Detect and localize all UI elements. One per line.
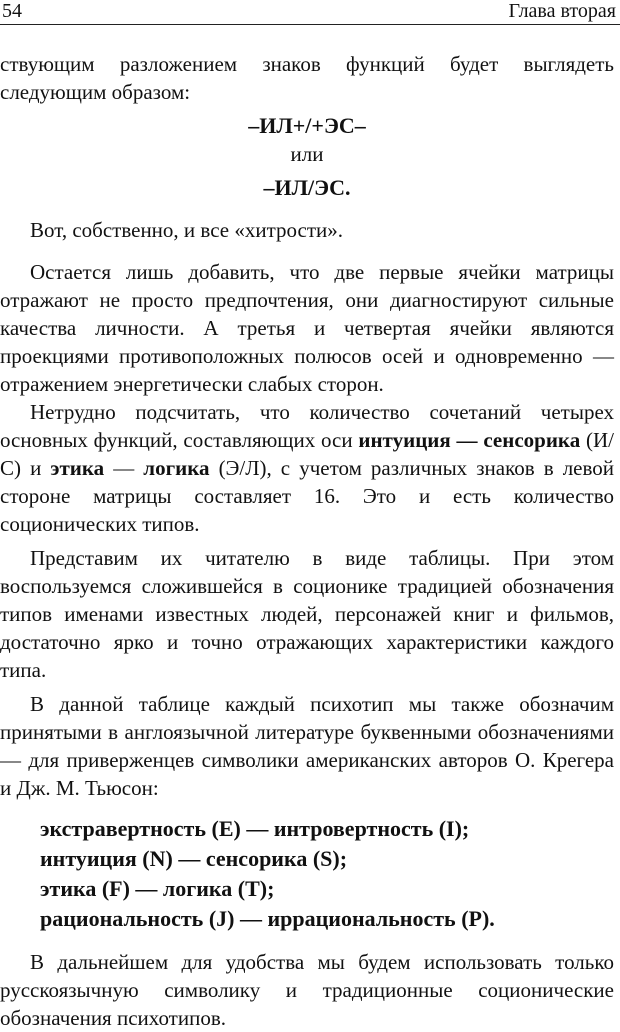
paragraph-english-notation: В данной таблице каждый психотип мы также обозначим принятыми в англоязычной литературе буквенными обозначениями — для приверженцев символики американских авторов О. Крегера и Дж. М. Тьюсон: [0, 692, 614, 800]
count-bold-ethics: этика [50, 456, 105, 480]
count-bold-intuition-sensing: интуиция — сенсорика [358, 428, 581, 452]
count-text-3: — [104, 456, 144, 480]
page-number: 54 [2, 0, 22, 22]
paragraph-continuation: ствующим разложением знаков функций будет выглядеть следующим образом: [0, 52, 614, 104]
page-body [0, 50, 614, 1032]
paragraph-conclusion: В дальнейшем для удобства мы будем использовать только русскоязычную символику и традиционные соционические обозначения психотипов. [0, 950, 614, 1030]
formula-full: –ИЛ+/+ЭС– [248, 113, 366, 138]
formula-or: или [290, 142, 324, 166]
paragraph-tricks: Вот, собственно, и все «хитрости». [30, 218, 344, 242]
paragraph-count [0, 398, 614, 538]
count-text-4: (Э/Л), с учетом различных знаков в левой стороне матрицы составляет 16. Это и есть количество соционических типов. [0, 456, 615, 536]
paragraph-cells: Остается лишь добавить, что две первые ячейки матрицы отражают не просто предпочтения, они диагностируют сильные качества личности. А третья и четвертая ячейки являются проекциями противоположных полюсов осей и одновременно — отражением энергетически слабых сторон. [0, 260, 614, 396]
list-item: рациональность (J) — иррациональность (P). [40, 906, 495, 931]
list-item: интуиция (N) — сенсорика (S); [40, 846, 348, 871]
count-bold-logic: логика [143, 456, 210, 480]
count-text-1: Нетрудно подсчитать, что количество сочетаний четырех основных функций, составляющих оси [0, 400, 614, 452]
formula-short: –ИЛ/ЭС. [263, 175, 351, 200]
header-rule [0, 24, 620, 25]
list-item: экстравертность (E) — интровертность (I); [40, 816, 470, 841]
running-header [0, 0, 620, 22]
dichotomy-list [0, 814, 614, 934]
chapter-title: Глава вторая [508, 0, 616, 22]
count-text-2: (И/С) и [0, 428, 614, 480]
paragraph-table-intro: Представим их читателю в виде таблицы. При этом воспользуемся сложившейся в соционике традицией обозначения типов именами известных людей, персонажей книг и фильмов, достаточно ярко и точно отражающих характеристики каждого типа. [0, 546, 614, 682]
list-item: этика (F) — логика (T); [40, 876, 275, 901]
